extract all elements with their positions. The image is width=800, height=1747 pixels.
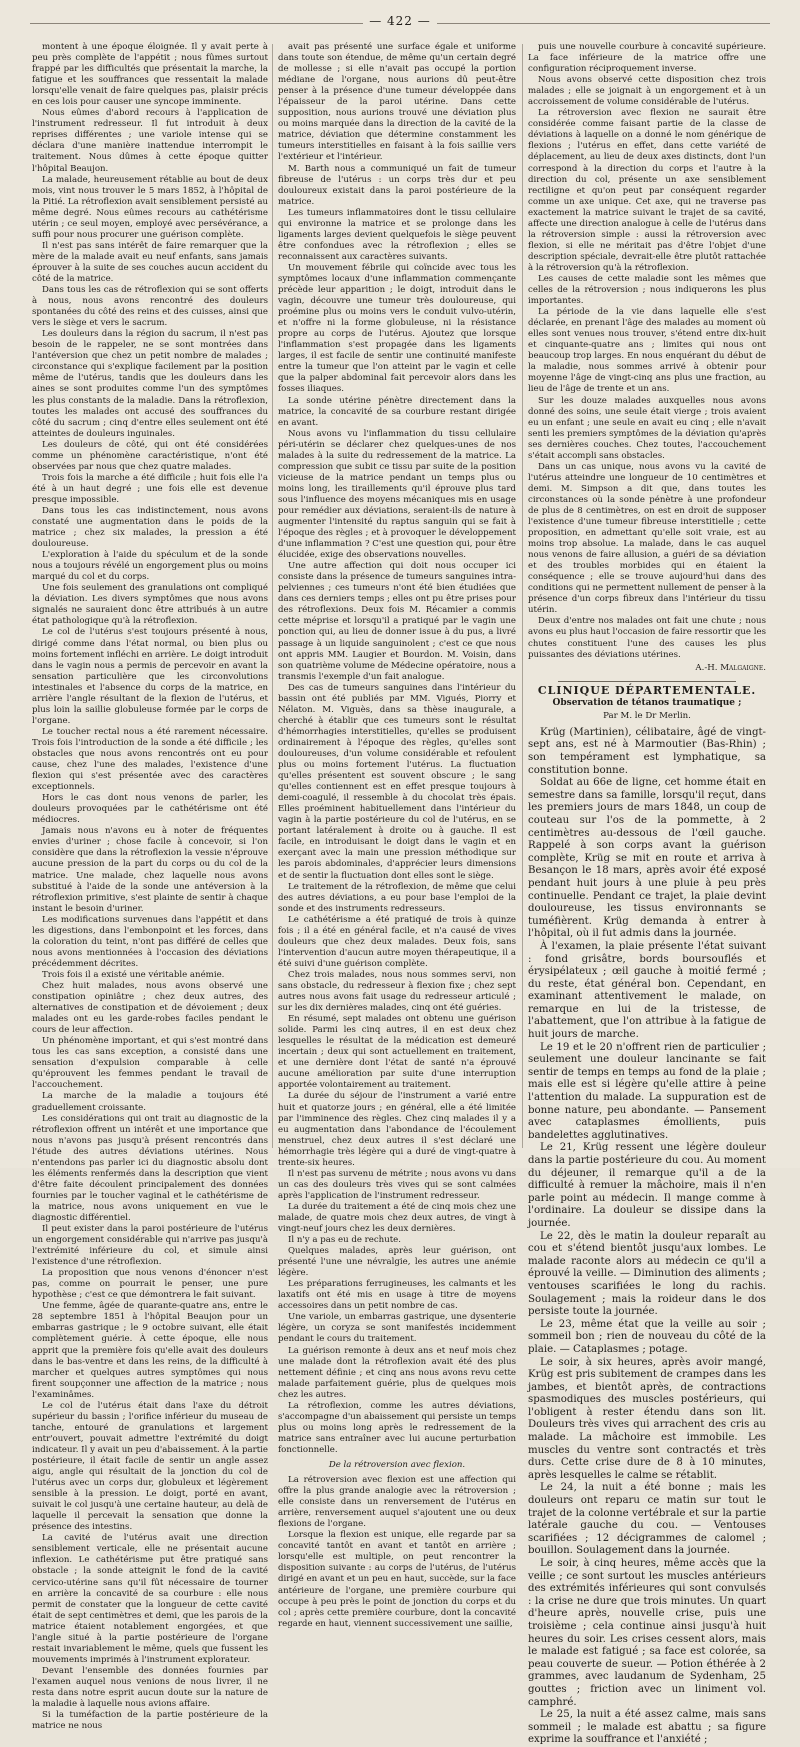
paragraph: Le col de l'utérus s'est toujours présenté à nous, dirigé comme dans l'état normal, ou bien plus ou moins fortement infléchi en arrière. Le doigt introduit dans le vagin nous a permis de percevoir en avant la sensation particulière que les circonvolutions intestinales et l'absence du corps de la matrice, en arrière l'angle résultant de la flexion de l'utérus, et plus loin la saillie globuleuse formée par le corps de l'organe.	[32, 627, 268, 726]
paragraph: Jamais nous n'avons eu à noter de fréquentes envies d'uriner ; chose facile à concevoir, si l'on considère que dans la rétroflexion la vessie n'éprouve aucune pression de la part du corps ou du col de la matrice. Une malade, chez laquelle nous avons substitué à l'aide de la sonde une antéversion à la rétroflexion primitive, s'est plainte de sentir à chaque instant le besoin d'uriner.	[32, 826, 268, 914]
paragraph: La sonde utérine pénètre directement dans la matrice, la concavité de sa courbure restant dirigée en avant.	[278, 395, 516, 428]
paragraph: Il peut exister dans la paroi postérieure de l'utérus un engorgement considérable qui n'arrive pas jusqu'à l'extrémité inférieure du col, et simule ainsi l'existence d'une rétroflexion.	[32, 1224, 268, 1268]
paragraph: Sur les douze malades auxquelles nous avons donné des soins, une seule était vierge ; trois avaient eu un enfant ; une seule en avait eu cinq ; elle n'avait senti les premiers symptômes de la déviation qu'après ses dernières couches. Chez toutes, l'accouchement s'était accompli sans obstacles.	[528, 395, 766, 461]
paragraph: Trois fois il a existé une véritable anémie.	[42, 969, 225, 980]
section-subtitle: Observation de tétanos traumatique ;	[552, 697, 742, 708]
column-divider-right	[522, 44, 523, 1148]
column-middle	[278, 42, 517, 1629]
paragraph: Les préparations ferrugineuses, les calmants et les laxatifs ont été mis en usage à titre de moyens accessoires dans un petit nombre de cas.	[278, 1279, 516, 1312]
paragraph: Les considérations qui ont trait au diagnostic de la rétroflexion offrent un intérêt et une importance que nous n'avons pas jusqu'à présent rencontrés dans l'étude des autres déviations utérines. Nous n'entendons pas parler ici du diagnostic absolu dont les éléments renfermés dans la description que vient d'être faite découlent principalement des données fournies par le toucher vaginal et le cathétérisme de la matrice, nous avons uniquement en vue le diagnostic différentiel.	[32, 1113, 268, 1223]
paragraph: Le 24, la nuit a été bonne ; mais les douleurs ont reparu ce matin sur tout le trajet de la colonne vertébrale et sur la partie latérale gauche du cou. — Ventouses scarifiées ; 12 décigrammes de calomel ; bouillon. Soulagement dans la journée.	[528, 1482, 766, 1557]
paragraph: Une femme, âgée de quarante-quatre ans, entre le 28 septembre 1851 à l'hôpital Beaujon pour un embarras gastrique ; le 9 octobre suivant, elle était complètement guérie. À cette époque, elle nous apprit que la première fois qu'elle avait des douleurs dans le bas-ventre et dans les reins, de la difficulté à marcher et quelques autres symptômes qui nous firent soupçonner une affection de la matrice ; nous l'examinâmes.	[32, 1301, 268, 1400]
paragraph: Dans un cas unique, nous avons vu la cavité de l'utérus atteindre une longueur de 10 centimètres et demi. M. Simpson a dit que, dans toutes les circonstances où la sonde pénètre à une profondeur de plus de 8 centimètres, on est en droit de supposer l'existence d'une tumeur fibreuse interstitielle ; cette proposition, en admettant qu'elle soit vraie, est au moins trop absolue. La malade, dans le cas auquel nous venons de faire allusion, a guéri de sa déviation et des troubles morbides qui en étaient la conséquence ; elle se trouve aujourd'hui dans des conditions qui ne permettent nullement de penser à la présence d'un corps fibreux dans l'intérieur du tissu utérin.	[528, 461, 766, 616]
paragraph: Le toucher rectal nous a été rarement nécessaire. Trois fois l'introduction de la sonde a été difficile ; les obstacles que nous avons rencontrés ont eu pour cause, chez l'une des malades, l'existence d'une flexion qui s'est présentée avec des caractères exceptionnels.	[32, 726, 268, 793]
paragraph: La guérison remonte à deux ans et neuf mois chez une malade dont la rétroflexion avait été des plus nettement définie ; et cinq ans nous avons revu cette malade parfaitement guérie, plus de quelques mois chez les autres.	[278, 1345, 516, 1400]
paragraph: Dans tous les cas de rétroflexion qui se sont offerts à nous, nous avons rencontré des douleurs spontanées du côté des reins et des cuisses, ainsi que vers le siège et vers le sacrum.	[32, 285, 268, 329]
paragraph: Une autre affection qui doit nous occuper ici consiste dans la présence de tumeurs sanguines intra-pelviennes ; ces tumeurs n'ont été bien étudiées que dans ces derniers temps ; elles ont pu être prises pour des rétroflexions. Deux fois M. Récamier a commis cette méprise et lorsqu'il a pratiqué par le vagin une ponction qui, au lieu de donner issue à du pus, a livré passage à un liquide sanguinolent ; c'est ce que nous ont appris MM. Laugier et Bourdon. M. Voisin, dans son quatrième volume de Médecine opératoire, nous a transmis l'exemple d'un fait analogue.	[278, 561, 516, 682]
paragraph: Le 23, même état que la veille au soir ; sommeil bon ; rien de nouveau du côté de la plaie. — Cataplasmes ; potage.	[528, 1318, 766, 1355]
paragraph: Le 25, la nuit a été assez calme, mais sans sommeil ; le malade est abattu ; sa figure exprime la souffrance et l'anxiété ;	[528, 1709, 766, 1746]
paragraph: Le col de l'utérus était dans l'axe du détroit supérieur du bassin ; l'orifice inférieur du museau de tanche, entouré de granulations et largement entr'ouvert, pouvait admettre l'extrémité du doigt indicateur. Il y avait un peu d'abaissement. À la partie postérieure, il était facile de sentir un angle assez aigu, angle qui résultait de la jonction du col de l'utérus avec un corps dur, globuleux et légèrement sensible à la pression. Le doigt, porté en avant, suivait le col jusqu'à une certaine hauteur, au delà de laquelle il percevait la sensation que donne la présence des intestins.	[32, 1400, 268, 1533]
paragraph: La rétroversion avec flexion est une affection qui offre la plus grande analogie avec la rétroversion ; elle consiste dans un renversement de l'utérus en arrière, renversement auquel s'ajoutent une ou deux flexions de l'organe.	[278, 1475, 516, 1530]
section-author: Par M. le Dr Merlin.	[603, 710, 691, 721]
paragraph: Si la tuméfaction de la partie postérieure de la matrice ne nous	[32, 1710, 268, 1732]
paragraph: Soldat au 66e de ligne, cet homme était en semestre dans sa famille, lorsqu'il reçut, dans les premiers jours de mars 1848, un coup de couteau sur l'os de la pommette, à 2 centimètres au-dessous de l'œil gauche. Rappelé à son corps avant la guérison complète, Krüg se mit en route et arriva à Besançon le 18 mars, après avoir été exposé pendant huit jours à une pluie à peu près continuelle. Pendant ce trajet, la plaie devint douloureuse, les tissus environnants se tuméfièrent. Krüg demanda à entrer à l'hôpital, où il fut admis dans la journée.	[528, 777, 766, 940]
paragraph: Le traitement de la rétroflexion, de même que celui des autres déviations, a eu pour base l'emploi de la sonde et des instruments redresseurs.	[278, 881, 516, 914]
paragraph: Un phénomène important, et qui s'est montré dans tous les cas sans exception, a consisté dans une sensation d'expulsion comparable à celle qu'éprouvent les femmes pendant le travail de l'accouchement.	[32, 1036, 268, 1091]
paragraph: Chez huit malades, nous avons observé une constipation opiniâtre ; chez deux autres, des alternatives de constipation et de dévoiement ; deux malades ont eu les garde-robes faciles pendant le cours de leur affection.	[32, 980, 268, 1036]
paragraph: Hors le cas dont nous venons de parler, les douleurs provoquées par le cathétérisme ont été médiocres.	[32, 793, 268, 826]
paragraph: Nous avons vu l'inflammation du tissu cellulaire péri-utérin se déclarer chez quelques-unes de nos malades à la suite du redressement de la matrice. La compression que subit ce tissu par suite de la position vicieuse de la matrice pendant un temps plus ou moins long, les tiraillements qu'il éprouve plus tard sous l'influence des moyens mécaniques mis en usage pour remédier aux déviations, seraient-ils de nature à augmenter l'intensité du raptus sanguin qui se fait à l'époque des règles ; et à provoquer le développement d'une inflammation ? C'est une question qui, pour être élucidée, exige des observations nouvelles.	[278, 428, 517, 561]
paragraph: Deux d'entre nos malades ont fait une chute ; nous avons eu plus haut l'occasion de faire ressortir que les chutes constituent l'une des causes les plus puissantes des déviations utérines.	[528, 616, 766, 660]
column-middle-text-continued	[278, 1475, 516, 1630]
paragraph: Le cathétérisme a été pratiqué de trois à quinze fois ; il a été en général facile, et n'a causé de vives douleurs que chez deux malades. Deux fois, sans l'intervention d'aucun autre moyen thérapeutique, il a été suivi d'une guérison complète.	[278, 914, 516, 969]
paragraph: Le soir, à cinq heures, même accès que la veille ; ce sont surtout les muscles antérieurs des extrémités inférieures qui sont convulsés : la crise ne dure que trois minutes. Un quart d'heure après, nouvelle crise, puis une troisième ; cela continue ainsi jusqu'à huit heures du soir. Les crises cessent alors, mais le malade est fatigué ; sa face est colorée, sa peau couverte de sueur. — Potion éthérée à 2 grammes, avec laudanum de Sydenham, 25 gouttes ; friction avec un liniment vol. camphré.	[528, 1558, 766, 1708]
section-divider	[558, 681, 736, 682]
section-subheading: De la rétroversion avec flexion.	[328, 1460, 466, 1470]
paragraph: L'exploration à l'aide du spéculum et de la sonde nous a toujours révélé un engorgement plus ou moins marqué du col et du corps.	[32, 550, 268, 583]
paragraph: Krüg (Martinien), célibataire, âgé de vingt-sept ans, est né à Marmoutier (Bas-Rhin) ; son tempérament est lymphatique, sa constitution bonne.	[528, 726, 766, 776]
paragraph: Chez trois malades, nous nous sommes servi, non sans obstacle, du redresseur à flexion fixe ; chez sept autres nous avons fait usage du redresseur articulé ; sur les dix dernières malades, cinq ont été guéries.	[278, 969, 516, 1014]
paragraph: Trois fois la marche a été difficile ; huit fois elle l'a été à un haut degré ; une fois elle est devenue presque impossible.	[32, 472, 268, 505]
paragraph: Le 21, Krüg ressent une légère douleur dans la partie postérieure du cou. Au moment du déjeuner, il remarque qu'il a de la difficulté à remuer la mâchoire, mais il n'en parle point au médecin. Il mange comme à l'ordinaire. La douleur se dissipe dans la journée.	[528, 1142, 766, 1229]
paragraph: Lorsque la flexion est unique, elle regarde par sa concavité tantôt en avant et tantôt en arrière ; lorsqu'elle est multiple, on peut rencontrer la disposition suivante : au corps de l'utérus, de l'utérus dirigé en avant et un peu en haut, succède, sur la face antérieure de l'organe, une première courbure qui occupe à peu près le point de jonction du corps et du col ; après cette première courbure, dont la concavité regarde en haut, viennent successivement une saillie,	[278, 1530, 516, 1629]
paragraph: Nous avons observé cette disposition chez trois malades ; elle se joignait à un engorgement et à un accroissement de volume considérable de l'utérus.	[528, 75, 766, 108]
paragraph: Il n'y a pas eu de rechute.	[288, 1235, 401, 1246]
section-title: CLINIQUE DÉPARTEMENTALE.	[537, 683, 757, 697]
paragraph: Le 19 et le 20 n'offrent rien de particulier ; seulement une douleur lancinante se fait sentir de temps en temps au fond de la plaie ; mais elle est si légère qu'elle attire à peine l'attention du malade. La suppuration est de bonne nature, peu abondante. — Pansement avec cataplasmes émollients, puis bandelettes agglutinatives.	[528, 1041, 766, 1141]
paragraph: La malade, heureusement rétablie au bout de deux mois, vint nous trouver le 5 mars 1852, à l'hôpital de la Pitié. La rétroflexion avait sensiblement persisté au même degré. Nous eûmes recours au cathétérisme utérin ; ce seul moyen, employé avec persévérance, a suffi pour nous procurer une guérison complète.	[32, 174, 268, 240]
paragraph: Le 22, dès le matin la douleur reparaît au cou et s'étend bientôt jusqu'aux lombes. Le malade raconte alors au médecin ce qu'il a éprouvé la veille. — Diminution des aliments ; ventouses scarifiées le long du rachis. Soulagement ; mais la roideur dans le dos persiste toute la journée.	[528, 1230, 766, 1318]
paragraph: Devant l'ensemble des données fournies par l'examen auquel nous venions de nous livrer, il ne resta dans notre esprit aucun doute sur la nature de la maladie à laquelle nous avions affaire.	[32, 1665, 268, 1710]
paragraph: Des cas de tumeurs sanguines dans l'intérieur du bassin ont été publiés par MM. Vigués, Piorry et Nélaton. M. Viguès, dans sa thèse inaugurale, a cherché à établir que ces tumeurs sont le résultat d'hémorrhagies interstitielles, qu'elles se produisent ordinairement à l'époque des règles, qu'elles sont douloureuses, d'un volume considérable et refoulent plus ou moins fortement l'utérus. La fluctuation qu'elles présentent est souvent obscure ; le sang qu'elles contiennent est en effet presque toujours à demi-coagulé, il ressemble à du chocolat très épais. Elles proéminent habituellement dans l'intérieur du vagin à la partie postérieure du col de l'utérus, en se portant latéralement à droite ou à gauche. Il est facile, en introduisant le doigt dans le vagin et en exerçant avec la main une pression méthodique sur les parois abdominales, d'apprécier leurs dimensions et de sentir la fluctuation dont elles sont le siège.	[278, 682, 516, 881]
paragraph: puis une nouvelle courbure à concavité supérieure. La face inférieure de la matrice offre une configuration réciproquement inverse.	[528, 42, 766, 75]
column-right-text	[528, 42, 766, 661]
column-right-text-continued	[528, 727, 766, 1747]
paragraph: La proposition que nous venons d'énoncer n'est pas, comme on pourrait le penser, une pure hypothèse ; c'est ce que démontrera le fait suivant.	[32, 1268, 268, 1301]
column-divider-left	[272, 44, 273, 1148]
column-right	[528, 42, 766, 1746]
paragraph: Les causes de cette maladie sont les mêmes que celles de la rétroversion ; nous indiquerons les plus importantes.	[528, 273, 766, 307]
page-number-header	[0, 14, 800, 38]
paragraph: Les tumeurs inflammatoires dont le tissu cellulaire qui environne la matrice et se prolonge dans les ligaments larges devient quelquefois le siège peuvent être confondues avec la rétroflexion ; elles se reconnaissent aux caractères suivants.	[278, 207, 516, 262]
paragraph: Les modifications survenues dans l'appétit et dans les digestions, dans l'embonpoint et les forces, dans la coloration du teint, n'ont pas différé de celles que nous avons mentionnées à l'occasion des déviations précédemment décrites.	[32, 914, 268, 969]
paragraph: La durée du traitement a été de cinq mois chez une malade, de quatre mois chez deux autres, de vingt à vingt-neuf jours chez les deux dernières.	[278, 1201, 516, 1235]
paragraph: montent à une époque éloignée. Il y avait perte à peu près complète de l'appétit ; nous fûmes surtout frappé par les difficultés que présentait la marche, la fatigue et les souffrances que ressentait la malade lorsqu'elle venait de faire quelques pas, plaisir précis en ces lois pour causer une syncope imminente.	[32, 42, 268, 108]
paragraph: Les douleurs de côté, qui ont été considérées comme un phénomène caractéristique, n'ont été observées par nous que chez quatre malades.	[32, 439, 268, 472]
paragraph: Un mouvement fébrile qui coïncide avec tous les symptômes locaux d'une inflammation commençante précède leur apparition ; le doigt, introduit dans le vagin, découvre une tumeur très douloureuse, qui proémine plus ou moins vers le conduit vulvo-utérin, et n'offre ni la forme globuleuse, ni la résistance propre au corps de l'utérus. Ajoutez que lorsque l'inflammation s'est propagée dans les ligaments larges, il est facile de sentir une continuité manifeste entre la tumeur que l'on atteint par le vagin et celle que la palper abdominal fait percevoir alors dans les fosses iliaques.	[278, 262, 516, 395]
paragraph: Une variole, un embarras gastrique, une dysenterie légère, un coryza se sont manifestés incidemment pendant le cours du traitement.	[278, 1312, 516, 1345]
paragraph: Les douleurs dans la région du sacrum, il n'est pas besoin de le rappeler, ne se sont montrées dans l'antéversion que chez un petit nombre de malades ; circonstance qui s'explique facilement par la position même de l'utérus, tandis que les douleurs dans les aines se sont produites comme l'un des symptômes les plus constants de la maladie. Dans la rétroflexion, toutes les malades ont accusé des souffrances du côté du sacrum ; cinq d'entre elles seulement ont été atteintes de douleurs inguinales.	[32, 329, 268, 439]
paragraph: avait pas présenté une surface égale et uniforme dans toute son étendue, de même qu'un certain degré de mollesse ; si elle n'avait pas occupé la portion médiane de l'organe, nous aurions dû peut-être penser à la présence d'une tumeur développée dans l'épaisseur de la paroi utérine. Dans cette supposition, nous aurions trouvé une déviation plus ou moins marquée dans la direction de la cavité de la matrice, déviation que détermine constamment les tumeurs interstitielles en faisant à la fois saillie vers l'extérieur et l'intérieur.	[278, 42, 516, 163]
page-number: — 422 —	[363, 14, 437, 28]
paragraph: Dans tous les cas indistinctement, nous avons constaté une augmentation dans le poids de la matrice ; chez six malades, la pression a été douloureuse.	[32, 505, 268, 550]
paragraph: Le soir, à six heures, après avoir mangé, Krüg est pris subitement de crampes dans les jambes, et bientôt après, de contractions spasmodiques des muscles postérieurs, qui l'obligent à rester étendu dans son lit. Douleurs très vives qui arrachent des cris au malade. La mâchoire est immobile. Les muscles du ventre sont contractés et très durs. Cette crise dure de 8 à 10 minutes, après lesquelles le calme se rétablit.	[528, 1356, 766, 1481]
paragraph: Quelques malades, après leur guérison, ont présenté l'une une névralgie, les autres une anémie légère.	[278, 1246, 516, 1279]
paragraph: Nous eûmes d'abord recours à l'application de l'instrument redresseur. Il fut introduit à deux reprises différentes ; une variole intense qui se déclara d'une manière inattendue interrompit le traitement. Nous dûmes à cette époque quitter l'hôpital Beaujon.	[32, 108, 268, 174]
paragraph: En résumé, sept malades ont obtenu une guérison solide. Parmi les cinq autres, il en est deux chez lesquelles le résultat de la médication est demeuré incertain ; deux qui sont actuellement en traitement, et une dernière dont l'état de santé n'a éprouvé aucune amélioration par suite d'une interruption apportée volontairement au traitement.	[278, 1014, 516, 1091]
paragraph: Il n'est pas sans intérêt de faire remarquer que la mère de la malade avait eu neuf enfants, sans jamais éprouver à la suite de ses couches aucun accident du côté de la matrice.	[32, 240, 268, 284]
paragraph: M. Barth nous a communiqué un fait de tumeur fibreuse de l'utérus : un corps très dur et peu douloureux existait dans la paroi postérieure de la matrice.	[278, 163, 516, 207]
paragraph: La période de la vie dans laquelle elle s'est déclarée, en prenant l'âge des malades au moment où elles sont venues nous trouver, s'étend entre dix-huit et cinquante-quatre ans ; limites qui nous ont beaucoup trop larges. En nous enquérant du début de la maladie, nous sommes arrivé à obtenir pour moyenne l'âge de vingt-cinq ans plus une fraction, au lieu de l'âge de trente et un ans.	[528, 307, 766, 395]
paragraph: Il n'est pas survenu de métrite ; nous avons vu dans un cas des douleurs très vives qui se sont calmées après l'application de l'instrument redresseur.	[278, 1168, 516, 1201]
column-left	[32, 42, 268, 1732]
column-middle-text	[278, 42, 516, 1456]
paragraph: La marche de la maladie a toujours été graduellement croissante.	[32, 1091, 268, 1113]
paragraph: La cavité de l'utérus avait une direction sensiblement verticale, elle ne présentait aucune inflexion. Le cathétérisme put être pratiqué sans obstacle ; la sonde atteignit le fond de la cavité cervico-utérine sans qu'il fût nécessaire de tourner en arrière la concavité de sa courbure : elle nous permit de constater que la longueur de cette cavité était de sept centimètres et demi, que les parois de la matrice étaient notablement engorgées, et que l'angle situé à la partie postérieure de l'organe restait invariablement le même, quels que fussent les mouvements imprimés à l'instrument explorateur.	[32, 1533, 268, 1665]
paragraph: La durée du séjour de l'instrument a varié entre huit et quatorze jours ; en général, elle a été limitée par l'imminence des règles. Chez cinq malades il y a eu augmentation dans l'abondance de l'écoulement menstruel, chez deux autres il s'est déclaré une hémorrhagie très légère qui a duré de vingt-quatre à trente-six heures.	[278, 1091, 516, 1168]
paragraph: La rétroversion avec flexion ne saurait être considérée comme faisant partie de la classe de déviations à laquelle on a donné le nom générique de flexions ; l'utérus en effet, dans cette variété de déplacement, au lieu de deux axes distincts, dont l'un correspond à la direction du corps et l'autre à la direction du col, présente un axe sensiblement rectiligne et qu'on peut par conséquent regarder comme un axe unique. Cet axe, qui ne traverse pas exactement la matrice suivant le trajet de sa cavité, affecte une direction analogue à celle de l'utérus dans la rétroversion simple : aussi la rétroversion avec flexion, si elle ne méritait pas d'être l'objet d'une description spéciale, devrait-elle être plutôt rattachée à la rétroversion qu'à la rétroflexion.	[528, 108, 766, 273]
paragraph: À l'examen, la plaie présente l'état suivant : fond grisâtre, bords boursouflés et érysipélateux ; œil gauche à moitié fermé ; du reste, état général bon. Cependant, en examinant attentivement le malade, on remarque en lui de la tristesse, de l'abattement, que l'on attribue à la fatigue de huit jours de marche.	[528, 940, 766, 1041]
paragraph: Une fois seulement des granulations ont compliqué la déviation. Les divers symptômes que nous avons signalés ne sauraient donc être attribués à un autre état pathologique qu'à la rétroflexion.	[32, 583, 268, 627]
paragraph: La rétroflexion, comme les autres déviations, s'accompagne d'un abaissement qui persiste un temps plus ou moins long après le redressement de la matrice sans entraîner avec lui aucune perturbation fonctionnelle.	[278, 1400, 516, 1455]
article-signature: A.-H. Malgaigne.	[695, 662, 766, 673]
